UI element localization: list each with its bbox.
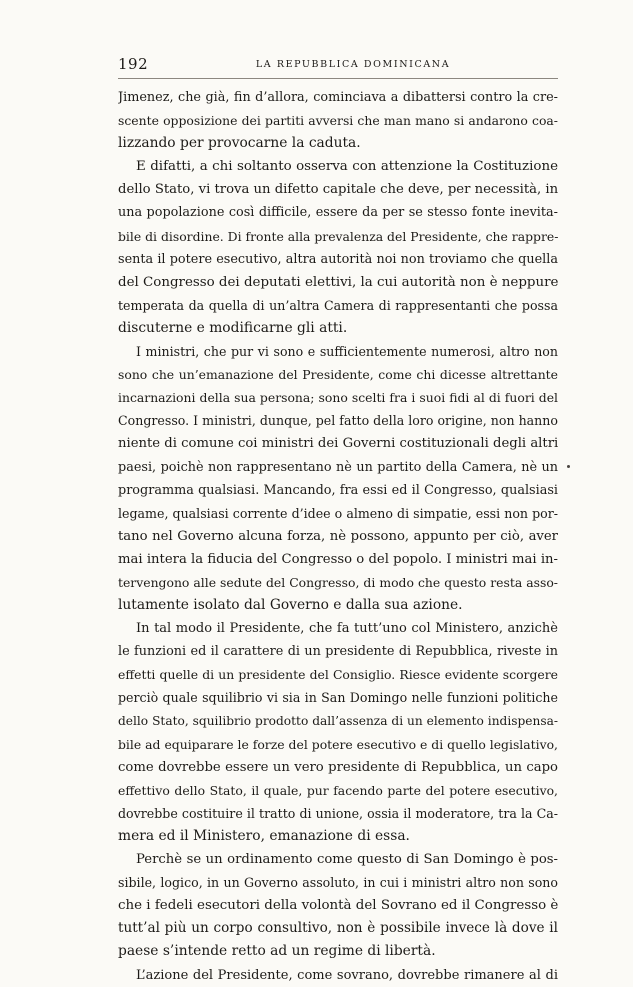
text-line: dello Stato, vi trova un difetto capitale che deve, per necessità, in: [118, 182, 558, 198]
text-line: tano nel Governo alcuna forza, nè possono, appunto per ciò, aver: [118, 528, 558, 544]
text-line: mera ed il Ministero, emanazione di essa.: [118, 828, 410, 844]
header-rule: [118, 78, 558, 79]
paragraph-start-line: In tal modo il Presidente, che fa tutt’uno col Ministero, anzichè: [136, 621, 558, 637]
text-line: programma qualsiasi. Mancando, fra essi ed il Congresso, qualsiasi: [118, 482, 558, 498]
paragraph-start-line: E difatti, a chi soltanto osserva con attenzione la Costituzione: [136, 159, 558, 175]
text-line: paese s’intende retto ad un regime di libertà.: [118, 943, 436, 960]
text-line: tervengono alle sedute del Congresso, di modo che questo resta asso-: [118, 574, 558, 590]
paragraph-start-line: L’azione del Presidente, come sovrano, dovrebbe rimanere al di: [136, 967, 558, 983]
text-line: senta il potere esecutivo, altra autorità noi non troviamo che quella: [118, 251, 558, 267]
text-line: del Congresso dei deputati elettivi, la cui autorità non è neppure: [118, 274, 558, 290]
text-line: mai intera la fiducia del Congresso o del popolo. I ministri mai in-: [118, 551, 558, 567]
text-line: perciò quale squilibrio vi sia in San Domingo nelle funzioni politiche: [118, 690, 558, 706]
margin-ink-dot: [567, 465, 570, 468]
text-line: dovrebbe costituire il tratto di unione, ossia il moderatore, tra la Ca-: [118, 805, 558, 821]
text-line: le funzioni ed il carattere di un presidente di Repubblica, riveste in: [118, 644, 558, 660]
page-number: 192: [118, 55, 149, 73]
text-line: temperata da quella di un’altra Camera di rappresentanti che possa: [118, 297, 558, 313]
text-line: come dovrebbe essere un vero presidente di Repubblica, un capo: [118, 759, 558, 775]
text-line: lutamente isolato dal Governo e dalla sua azione.: [118, 597, 463, 614]
text-line: lizzando per provocarne la caduta.: [118, 135, 361, 152]
text-line: incarnazioni della sua persona; sono scelti fra i suoi fidi al di fuori del: [118, 390, 558, 406]
text-line: paesi, poichè non rappresentano nè un partito della Camera, nè un: [118, 459, 558, 475]
text-line: effetti quelle di un presidente del Consiglio. Riesce evidente scorgere: [118, 667, 558, 683]
text-line: discuterne e modificarne gli atti.: [118, 319, 348, 336]
text-line: che i fedeli esecutori della volontà del Sovrano ed il Congresso è: [118, 898, 558, 914]
text-line: dello Stato, squilibrio prodotto dall’assenza di un elemento indispensa-: [118, 713, 558, 728]
text-line: sono che un’emanazione del Presidente, come chi dicesse altrettante: [118, 367, 558, 383]
text-line: legame, qualsiasi corrente d’idee o almeno di simpatie, essi non por-: [118, 505, 558, 521]
running-title: LA REPUBBLICA DOMINICANA: [255, 59, 451, 70]
body-text: [118, 86, 558, 987]
text-line: bile ad equiparare le forze del potere esecutivo e di quello legislativo,: [118, 736, 558, 752]
text-line: niente di comune coi ministri dei Governi costituzionali degli altri: [118, 436, 558, 452]
text-line: tutt’al più un corpo consultivo, non è possibile invece là dove il: [118, 920, 558, 937]
text-line: Jimenez, che già, fin d’allora, cominciava a dibattersi contro la cre-: [118, 90, 558, 105]
text-line: sibile, logico, in un Governo assoluto, in cui i ministri altro non sono: [118, 875, 558, 891]
text-line: scente opposizione dei partiti avversi che man mano si andarono coa-: [118, 113, 558, 129]
text-line: bile di disordine. Di fronte alla prevalenza del Presidente, che rappre-: [118, 228, 558, 244]
paragraph-start-line: I ministri, che pur vi sono e sufficientemente numerosi, altro non: [136, 344, 558, 360]
page-header: [118, 55, 558, 75]
text-line: Congresso. I ministri, dunque, pel fatto della loro origine, non hanno: [118, 413, 558, 429]
text-line: effettivo dello Stato, il quale, pur facendo parte del potere esecutivo,: [118, 782, 558, 798]
text-line: una popolazione così difficile, essere da per se stesso fonte inevita-: [118, 205, 558, 221]
paragraph-start-line: Perchè se un ordinamento come questo di San Domingo è pos-: [136, 852, 558, 868]
